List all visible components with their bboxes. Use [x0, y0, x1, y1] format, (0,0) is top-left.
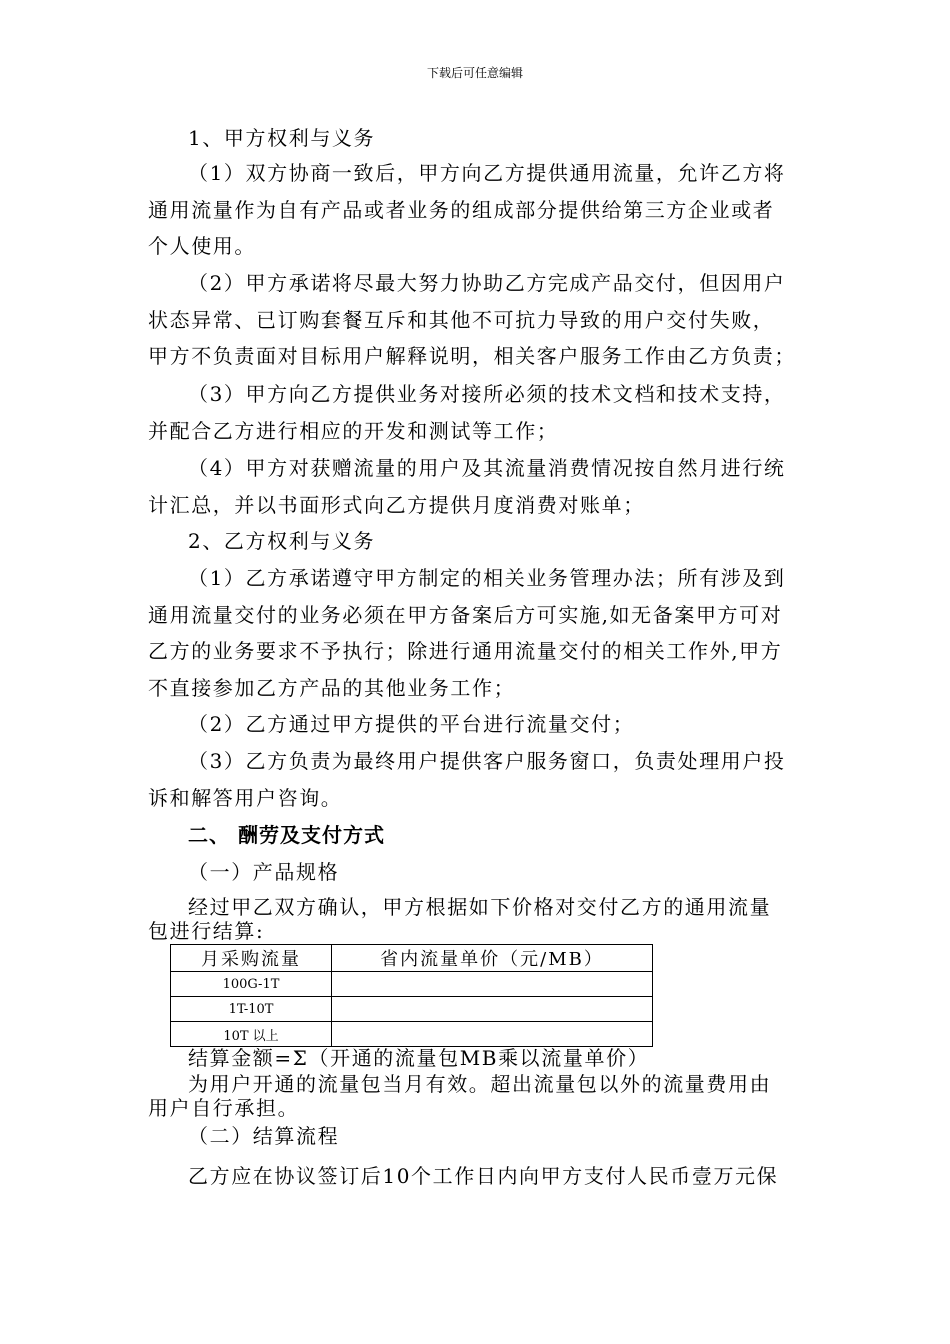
chapter2-intro: 经过甲乙双方确认，甲方根据如下价格对交付乙方的通用流量 包进行结算: — [148, 895, 772, 943]
chapter2-sub1: （一）产品规格 — [188, 860, 340, 884]
table-cell: 100G-1T — [171, 972, 332, 997]
chapter2-last: 乙方应在协议签订后10个工作日内向甲方支付人民币壹万元保 — [188, 1164, 779, 1188]
section1-item3: （3）甲方向乙方提供业务对接所必须的技术文档和技术支持， 并配合乙方进行相应的开发和测试等工作； — [148, 382, 786, 443]
section1-title: 1、甲方权利与义务 — [188, 126, 376, 150]
section1-item1: （1）双方协商一致后，甲方向乙方提供通用流量，允许乙方将 通用流量作为自有产品或者业务的组成部分提供给第三方企业或者 个人使用。 — [148, 161, 786, 258]
section1-item2: （2）甲方承诺将尽最大努力协助乙方完成产品交付，但因用户 状态异常、已订购套餐互斥和其他不可抗力导致的用户交付失败， 甲方不负责面对目标用户解释说明，相关客户服务工作由乙方负责； — [148, 271, 796, 368]
section2-item1: （1）乙方承诺遵守甲方制定的相关业务管理办法；所有涉及到 通用流量交付的业务必须在甲方备案后方可实施,如无备案甲方可对 乙方的业务要求不予执行；除进行通用流量交付的相关工作外,甲方 不直接参加乙方产品的其他业务工作； — [148, 566, 786, 700]
settlement-formula: 结算金额=Σ（开通的流量包MB乘以流量单价） — [188, 1046, 650, 1070]
chapter2-title: 二、 酬劳及支付方式 — [188, 823, 385, 847]
table-row — [171, 997, 653, 1022]
chapter2-note: 为用户开通的流量包当月有效。超出流量包以外的流量费用由 用户自行承担。 — [148, 1072, 772, 1120]
page-header: 下载后可任意编辑 — [426, 66, 523, 80]
table-cell — [332, 972, 653, 997]
section2-item3: （3）乙方负责为最终用户提供客户服务窗口，负责处理用户投 诉和解答用户咨询。 — [148, 749, 786, 810]
table-cell — [332, 997, 653, 1022]
section2-title: 2、乙方权利与义务 — [188, 529, 376, 553]
table-header-cell: 月采购流量 — [171, 945, 332, 972]
price-table — [170, 944, 653, 1047]
chapter2-sub2: （二）结算流程 — [188, 1124, 340, 1148]
table-cell: 10T 以上 — [171, 1022, 332, 1047]
section1-item4: （4）甲方对获赠流量的用户及其流量消费情况按自然月进行统 计汇总，并以书面形式向乙方提供月度消费对账单； — [148, 456, 786, 517]
table-header-row — [171, 945, 653, 972]
table-row — [171, 1022, 653, 1047]
table-cell — [332, 1022, 653, 1047]
table-cell: 1T-10T — [171, 997, 332, 1022]
table-header-cell: 省内流量单价（元/MB） — [332, 945, 653, 972]
section2-item2: （2）乙方通过甲方提供的平台进行流量交付； — [188, 712, 635, 736]
table-row — [171, 972, 653, 997]
